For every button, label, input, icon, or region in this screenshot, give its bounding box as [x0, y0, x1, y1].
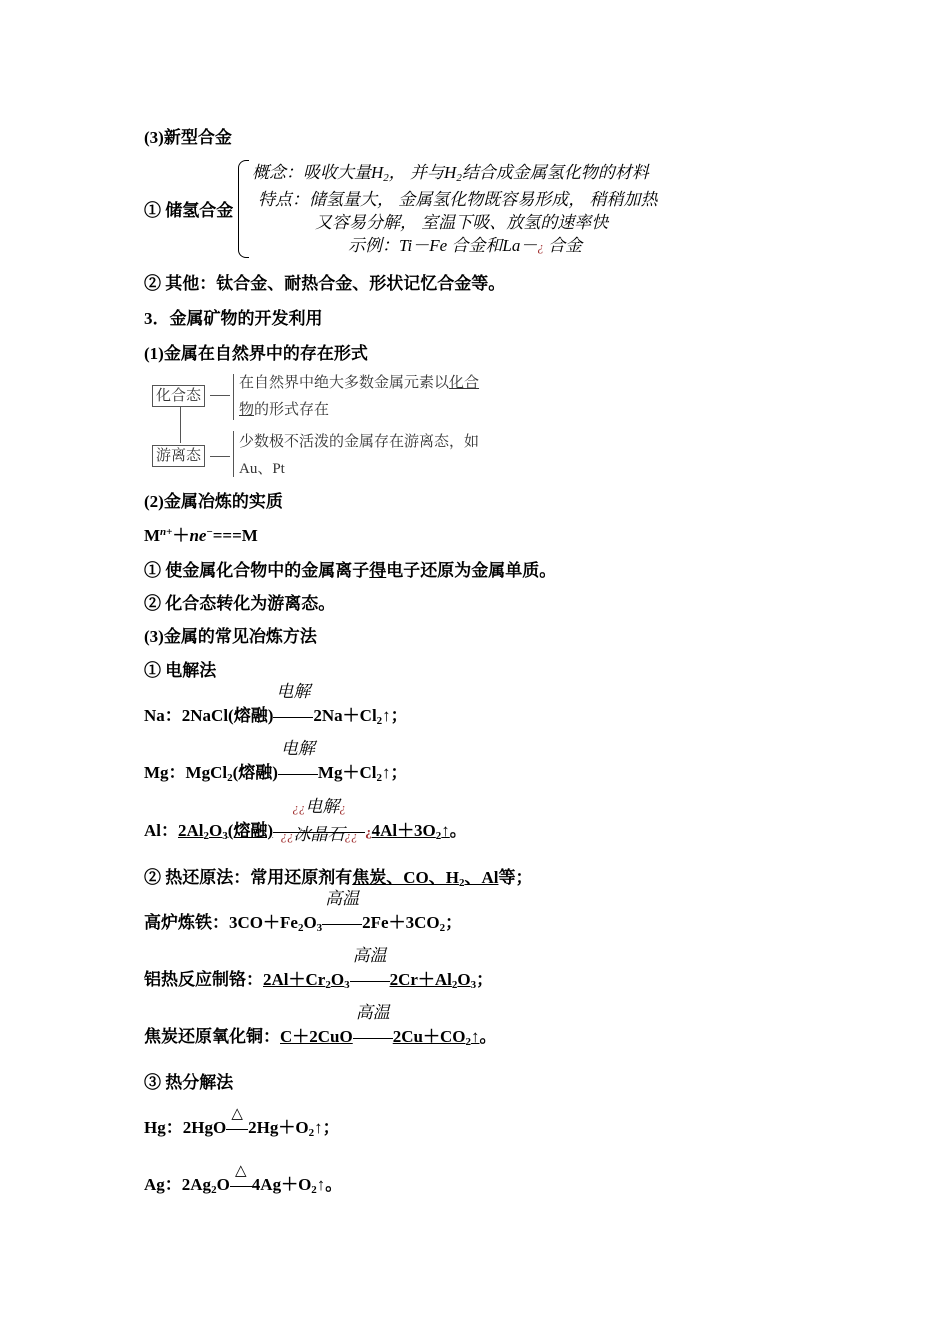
- box-free-state: 游离态: [152, 445, 205, 467]
- equation-blast-furnace: 高炉炼铁：$3CO+Fe_2O_3$ 高温 $2Fe+3CO_2$；: [144, 889, 463, 934]
- curly-brace-icon: [238, 160, 249, 258]
- essence-point-1: ① 使金属化合物中的金属离子得电子还原为金属单质。: [144, 561, 557, 580]
- diagram-text-1: 在自然界中绝大多数金属元素以化合: [239, 375, 480, 391]
- equation-al: Al：$2Al_2O_3$(熔融) ¿¿电解¿ ¿¿冰晶石¿¿ ¿$4Al+3O_2↑$。: [144, 797, 467, 844]
- equation-ag: Ag：$2Ag_2O$ △ $4Ag+O_2↑$。: [144, 1174, 342, 1196]
- subsection-2-title: (2)金属冶炼的实质: [144, 492, 283, 511]
- equation-mg: Mg：MgCl$_2$(熔融) 电解 $Mg+Cl_2↑$；: [144, 739, 408, 784]
- equation-aluminothermic: 铝热反应制铬：$2Al+Cr_2O_3$ 高温 $2Cr+Al_2O_3$；: [144, 946, 494, 991]
- diagram-text-4: Au、Pt: [239, 461, 285, 477]
- subsection-3-title: (3)金属的常见冶炼方法: [144, 627, 317, 646]
- diagram-text-3: 少数极不活泼的金属存在游离态，如: [239, 434, 480, 450]
- heat-triangle-icon: △: [231, 1106, 243, 1122]
- equation-coke-reduction: 焦炭还原氧化铜：C＋2CuO 高温 $2Cu+CO_2↑$。: [144, 1003, 497, 1048]
- reduction-formula: $M^{n+}+ne^-===M$: [144, 526, 258, 545]
- section-heading-3: 3．金属矿物的开发利用: [144, 309, 323, 328]
- hydrogen-feature-1: 特点：储氢量大， 金属氢化物既容易形成， 稍稍加热: [258, 190, 658, 209]
- other-alloys: ② 其他：钛合金、耐热合金、形状记忆合金等。: [144, 274, 506, 293]
- section-title-new-alloy: (3)新型合金: [144, 128, 232, 147]
- equation-na: Na：2NaCl(熔融) 电解 $2Na+Cl_2↑$；: [144, 682, 408, 727]
- box-combined-state: 化合态: [152, 385, 205, 407]
- thermal-reduction-heading: ② 热还原法：常用还原剂有焦炭、CO、$H_2$、Al等；: [144, 868, 533, 889]
- essence-point-2: ② 化合态转化为游离态。: [144, 594, 336, 613]
- equation-hg: Hg：2HgO △ $2Hg+O_2↑$；: [144, 1117, 340, 1139]
- thermal-decomposition-heading: ③ 热分解法: [144, 1073, 234, 1092]
- hydrogen-feature-2: 又容易分解， 室温下吸、放氢的速率快: [315, 213, 609, 232]
- hydrogen-concept: 概念：吸收大量$H_2$， 并与$H_2$结合成金属氢化物的材料: [252, 163, 649, 184]
- electrolysis-heading: ① 电解法: [144, 661, 217, 680]
- subsection-1-title: (1)金属在自然界中的存在形式: [144, 344, 368, 363]
- heat-triangle-icon: △: [235, 1163, 247, 1179]
- hydrogen-alloy-label: ① 储氢合金: [144, 201, 234, 220]
- diagram-text-2: 物的形式存在: [239, 402, 330, 418]
- hydrogen-example: 示例：Ti－Fe 合金和La－¿ 合金: [348, 236, 583, 255]
